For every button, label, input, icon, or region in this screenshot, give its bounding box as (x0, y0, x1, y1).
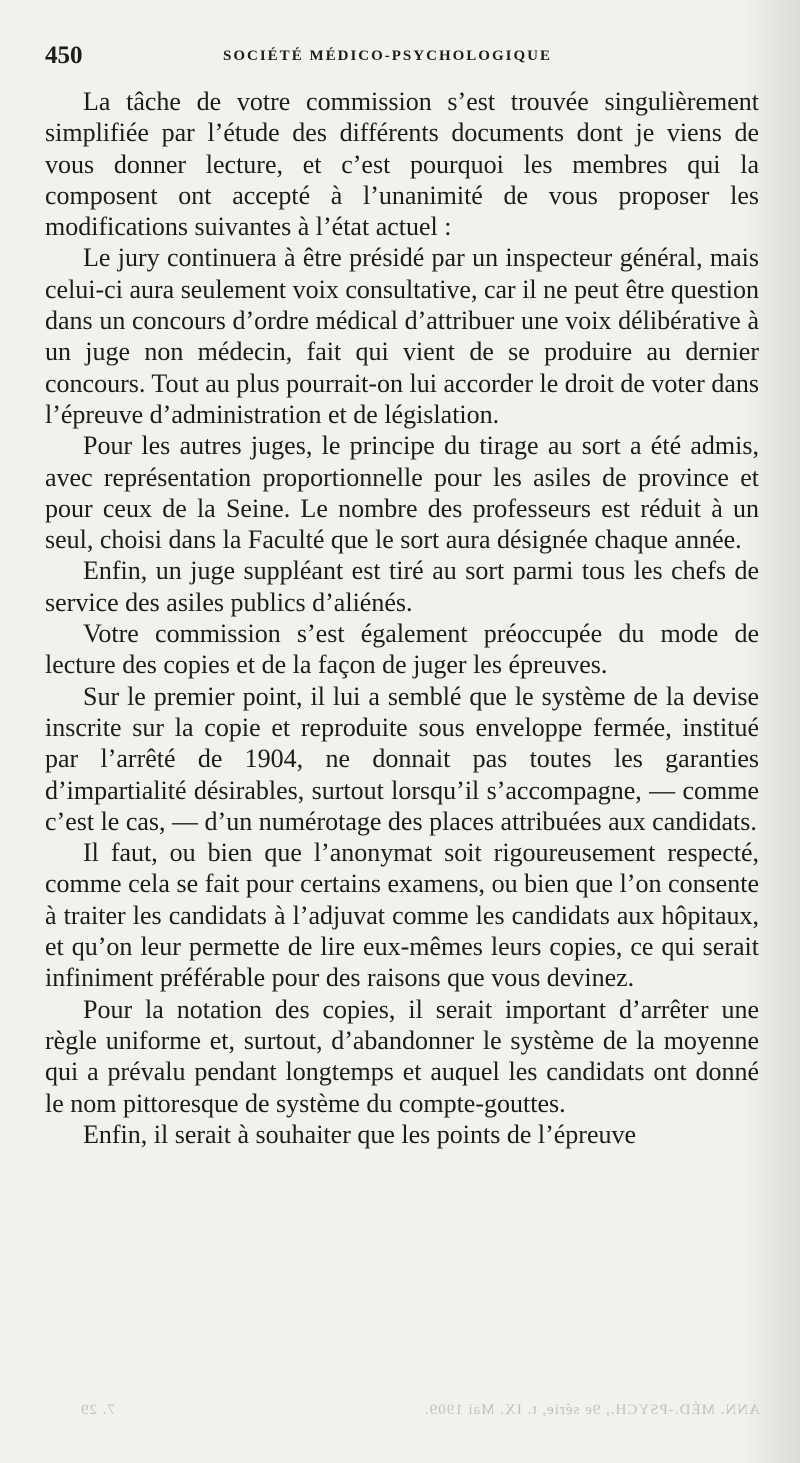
bleed-through-footer (80, 1402, 760, 1419)
paragraph: Enfin, il serait à souhaiter que les points de l’épreuve (83, 1119, 637, 1149)
running-head (45, 40, 765, 70)
paragraph: Pour la notation des copies, il serait important d’arrêter une règle uniforme et, surtout, d’abandonner le système de la moyenne qui a prévalu pendant longtemps et auquel les candidats ont donné le nom pittoresque de système du compte-gouttes. (45, 994, 759, 1118)
paragraph: Enfin, un juge suppléant est tiré au sort parmi tous les chefs de service des asiles publics d’aliénés. (45, 556, 759, 617)
paragraph: Pour les autres juges, le principe du tirage au sort a été admis, avec représentation proportionnelle pour les asiles de province et pour ceux de la Seine. Le nombre des professeurs est réduit à un seul, choisi dans la Faculté que le sort aura désignée chaque année. (45, 431, 759, 555)
body-text (45, 86, 759, 1150)
paragraph: La tâche de votre commission s’est trouvée singulièrement simplifiée par l’étude des différents documents dont je viens de vous donner lecture, et c’est pourquoi les membres qui la composent ont accepté à l’unanimité de vous proposer les modifications suivantes à l’état actuel : (45, 87, 759, 242)
paragraph: Sur le premier point, il lui a semblé que le système de la devise inscrite sur la copie et reproduite sous enveloppe fermée, institué par l’arrêté de 1904, ne donnait pas toutes les garanties d’impartialité désirables, surtout lorsqu’il s’accompagne, — comme c’est le cas, — d’un numérotage des places attribuées aux candidats. (45, 681, 759, 836)
paragraph: Il faut, ou bien que l’anonymat soit rigoureusement respecté, comme cela se fait pour certains examens, ou bien que l’on consente à traiter les candidats à l’adjuvat comme les candidats aux hôpitaux, et qu’on leur permette de lire eux-mêmes leurs copies, ce qui serait infiniment préférable pour des raisons que vous devinez. (45, 838, 759, 993)
paragraph: Le jury continuera à être présidé par un inspecteur général, mais celui-ci aura seulement voix consultative, car il ne peut être question dans un concours d’ordre médical d’attribuer une voix délibérative à un juge non médecin, fait qui vient de se produire au dernier concours. Tout au plus pourrait-on lui accorder le droit de voter dans l’épreuve d’administration et de législation. (45, 243, 760, 429)
journal-title: SOCIÉTÉ MÉDICO-PSYCHOLOGIQUE (223, 48, 552, 64)
page-number: 450 (45, 42, 83, 69)
footer-left: ANN. MÉD.-PSYCH., 9e série, t. IX. Mai 1909. (423, 1402, 760, 1418)
paragraph: Votre commission s’est également préoccupée du mode de lecture des copies et de la façon de juger les épreuves. (45, 619, 759, 680)
footer-right: 7. 29 (80, 1402, 115, 1418)
